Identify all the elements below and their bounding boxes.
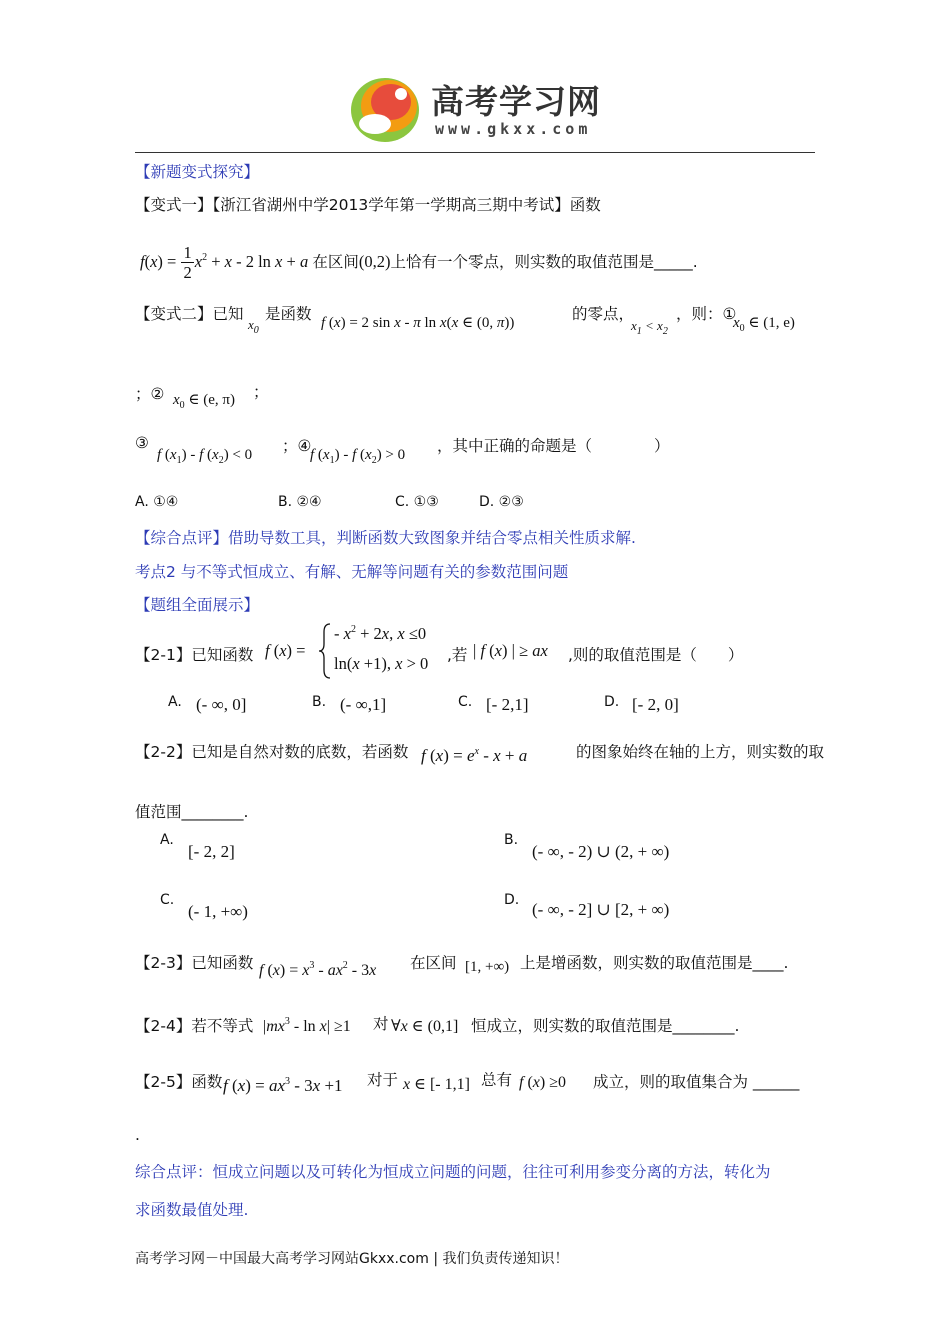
q22-label: 【2-2】: [135, 743, 192, 761]
q25-label: 【2-5】: [135, 1073, 192, 1091]
header-logo: [345, 68, 615, 148]
q21-fx: f (x) =: [265, 641, 306, 660]
variant2-s2: ；: [253, 383, 269, 401]
variant2-function: f (x) = 2 sin x - π ln x(x ∈ (0, π)): [321, 315, 515, 331]
variant2-option-a: A. ①④: [135, 494, 179, 510]
q24-t1: 若不等式: [191, 1017, 254, 1035]
q25-domain: x ∈ [- 1,1]: [403, 1076, 470, 1093]
q21-option-b: (- ∞,1]: [340, 695, 387, 714]
q21-option-d-label: D.: [604, 694, 620, 710]
q21-t3: ,则的取值范围是（ ）: [568, 646, 744, 664]
q21-option-a: (- ∞, 0]: [196, 695, 247, 714]
logo-emblem-icon: [345, 68, 435, 148]
variant2-order: $x_1 < x_2$: [631, 318, 668, 337]
variant1-line2: [140, 238, 698, 283]
q24-domain: ∀x ∈ (0,1]: [391, 1018, 459, 1035]
variant2-t2: 是函数: [265, 305, 312, 323]
variant1-source: 【浙江省湖州中学2013学年第一学期高三期中考试】: [212, 196, 570, 214]
variant2-cond4: f $(x_1)$ - f $(x_2) > 0$: [310, 447, 406, 466]
variant1-tail: 函数: [569, 196, 601, 214]
variant2-t1: 已知: [212, 305, 244, 323]
q23-t3: 上是增函数，则实数的取值范围是____.: [520, 954, 789, 972]
q23-label: 【2-3】: [135, 954, 192, 972]
variant2-label: 【变式二】: [135, 305, 213, 323]
variant2-option-b: B. ②④: [278, 494, 322, 510]
q22-option-c-label: C.: [160, 892, 175, 908]
variant2-cond3: f $(x_1)$ - f $(x_2) < 0$: [157, 447, 253, 466]
q24-t3: 恒成立，则实数的取值范围是________.: [471, 1017, 740, 1035]
q21-option-c-label: C.: [458, 694, 473, 710]
q22: [135, 732, 825, 772]
review2-line1: 综合点评：恒成立问题以及可转化为恒成立问题的问题，往往可利用参变分离的方法，转化为: [135, 1163, 771, 1181]
q25-fx: f $(x) = ax^3 - 3x +1$: [223, 1076, 343, 1095]
q21-option-c: [- 2,1]: [486, 695, 529, 714]
header-rule: [135, 152, 815, 153]
q21-brace-icon: [318, 622, 332, 680]
variant1-mid: 上恰有一个零点，则实数的取值范围是: [390, 253, 654, 271]
q25-t3: 总有: [481, 1071, 513, 1089]
q24-t2: 对: [373, 1015, 389, 1033]
variant1-blank: _____.: [653, 253, 698, 271]
q22-t1: 已知是自然对数的底数，若函数: [191, 743, 409, 761]
review1: 【综合点评】借助导数工具，判断函数大致图象并结合零点相关性质求解.: [135, 529, 636, 547]
q21-label: 【2-1】: [135, 646, 192, 664]
q21-ineq: | f (x) | ≥ ax: [473, 641, 548, 660]
variant1-formula: f(x) = $\frac{1}{2}$ $x^2 + x - 2$ ln x + a: [140, 242, 309, 283]
group-title: 【题组全面展示】: [135, 596, 260, 614]
q24-ineq: $|mx^3 - \ln x| \ge 1$: [263, 1016, 351, 1035]
q25-t1: 函数: [191, 1073, 223, 1091]
q25-cond: f (x) ≥0: [519, 1074, 566, 1091]
q22-option-d: (- ∞, - 2] ∪ [2, + ∞): [532, 900, 670, 919]
variant1-line1: [135, 193, 601, 215]
q25: [135, 1064, 825, 1104]
section-new-title: 【新题变式探究】: [135, 163, 260, 181]
q22-option-a: [- 2, 2]: [188, 842, 235, 861]
q22-option-a-label: A.: [160, 832, 174, 848]
variant1-interval: (0,2): [358, 252, 391, 271]
q21-piece1: - $x^2 + 2x$, x ≤0: [334, 624, 427, 643]
variant2-p2: $x_0$ ∈ (e, π): [173, 392, 235, 411]
variant2-c4: ；④: [282, 437, 312, 455]
variant2-question: ，其中正确的命题是（ ）: [437, 437, 670, 455]
q25-t4: 成立，则的取值集合为 ______: [593, 1073, 800, 1091]
q25-dot: .: [135, 1126, 140, 1144]
q23-fx: f $(x) = x^3 - ax^2 - 3x$: [259, 960, 377, 979]
q25-t2: 对于: [367, 1071, 399, 1089]
logo-url: www.gkxx.com: [435, 120, 592, 138]
q24: [135, 1008, 815, 1044]
variant2-option-c: C. ①③: [395, 494, 439, 510]
q21-options: [168, 694, 818, 720]
logo-title: 高考学习网: [431, 82, 601, 121]
q23-interval: [1, +∞): [465, 959, 510, 975]
q22-options: [160, 832, 820, 932]
q22-option-b-label: B.: [504, 832, 519, 848]
q22-fx: f $(x) = e^x - x + a$: [421, 746, 528, 765]
q21-t2: ,若: [447, 646, 468, 664]
variant2-option-d: D. ②③: [479, 494, 524, 510]
q21-t1: 已知函数: [191, 646, 254, 664]
variant1-label: 【变式一】: [135, 196, 213, 214]
q23-t1: 已知函数: [191, 954, 254, 972]
q22-line2: 值范围________.: [135, 803, 249, 821]
q23: [135, 945, 815, 985]
variant2-t4: ，则：①: [676, 305, 737, 323]
q21-option-d: [- 2, 0]: [632, 695, 679, 714]
variant2-options: [135, 494, 635, 516]
q23-t2: 在区间: [410, 954, 457, 972]
variant2-t3: 的零点，: [572, 305, 635, 323]
q24-label: 【2-4】: [135, 1017, 192, 1035]
variant2-c3: ③: [135, 434, 149, 452]
kaodian2: 考点2 与不等式恒成立、有解、无解等问题有关的参数范围问题: [135, 563, 569, 581]
q21-option-a-label: A.: [168, 694, 182, 710]
review2-line2: 求函数最值处理.: [135, 1201, 249, 1219]
q21: [135, 620, 815, 680]
q22-option-d-label: D.: [504, 892, 520, 908]
variant2-x0: $x_0$: [248, 317, 259, 336]
footer: 高考学习网－中国最大高考学习网站Gkxx.com | 我们负责传递知识！: [135, 1251, 569, 1267]
variant1-cond: 在区间: [312, 253, 359, 271]
variant2-s1: ；②: [135, 385, 165, 403]
q22-option-b: (- ∞, - 2) ∪ (2, + ∞): [532, 842, 670, 861]
variant2-p1: $x_0$ ∈ (1, e): [733, 315, 795, 334]
q21-piece2: ln(x +1), x > 0: [334, 654, 429, 673]
q21-option-b-label: B.: [312, 694, 327, 710]
q22-option-c: (- 1, +∞): [188, 902, 248, 921]
q22-t2: 的图象始终在轴的上方，则实数的取: [576, 743, 825, 761]
